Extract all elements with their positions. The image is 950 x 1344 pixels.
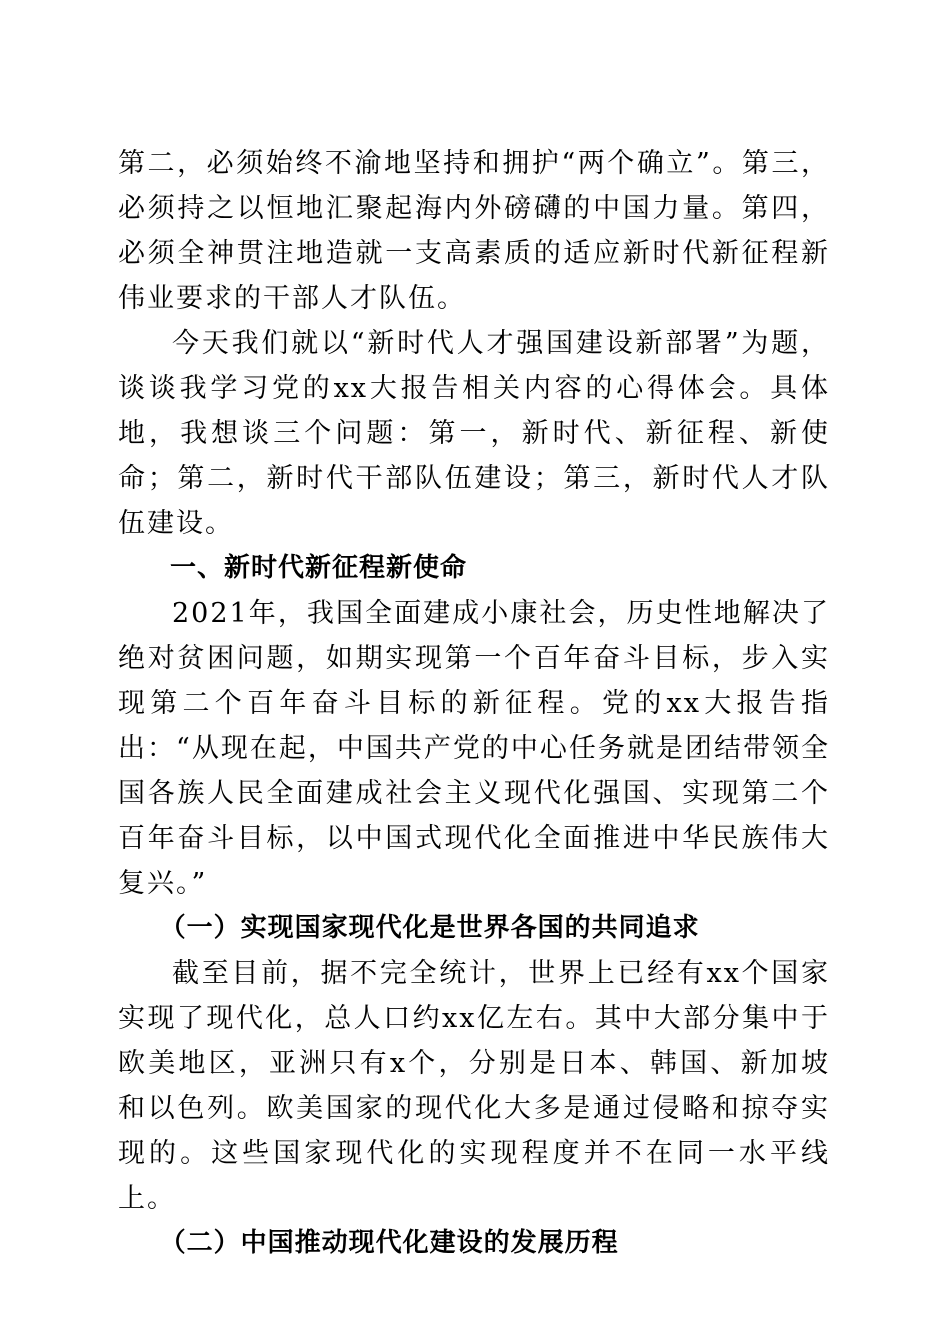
document-body [118, 141, 830, 1266]
paragraph-modernization: 截至目前，据不完全统计，世界上已经有xx个国家实现了现代化，总人口约xx亿左右。其中大部分集中于欧美地区，亚洲只有x个，分别是日本、韩国、新加坡和以色列。欧美国家的现代化大多是通过侵略和掠夺实现的。这些国家现代化的实现程度并不在同一水平线上。 [118, 958, 830, 1214]
subsection-heading-1: （一）实现国家现代化是世界各国的共同追求 [159, 913, 700, 943]
paragraph-continuation: 第二，必须始终不渝地坚持和拥护“两个确立”。第三，必须持之以恒地汇聚起海内外磅礴的中国力量。第四，必须全神贯注地造就一支高素质的适应新时代新征程新伟业要求的干部人才队伍。 [118, 148, 830, 314]
paragraph-intro: 今天我们就以“新时代人才强国建设新部署”为题，谈谈我学习党的xx大报告相关内容的心得体会。具体地，我想谈三个问题：第一，新时代、新征程、新使命；第二，新时代干部队伍建设；第三，新时代人才队伍建设。 [118, 328, 830, 539]
subsection-heading-2: （二）中国推动现代化建设的发展历程 [159, 1228, 619, 1258]
paragraph-2021: 2021年，我国全面建成小康社会，历史性地解决了绝对贫困问题，如期实现第一个百年奋斗目标，步入实现第二个百年奋斗目标的新征程。党的xx大报告指出：“从现在起，中国共产党的中心任务就是团结带领全国各族人民全面建成社会主义现代化强国、实现第二个百年奋斗目标，以中国式现代化全面推进中华民族伟大复兴。” [118, 598, 830, 899]
section-heading-1: 一、新时代新征程新使命 [170, 553, 468, 583]
